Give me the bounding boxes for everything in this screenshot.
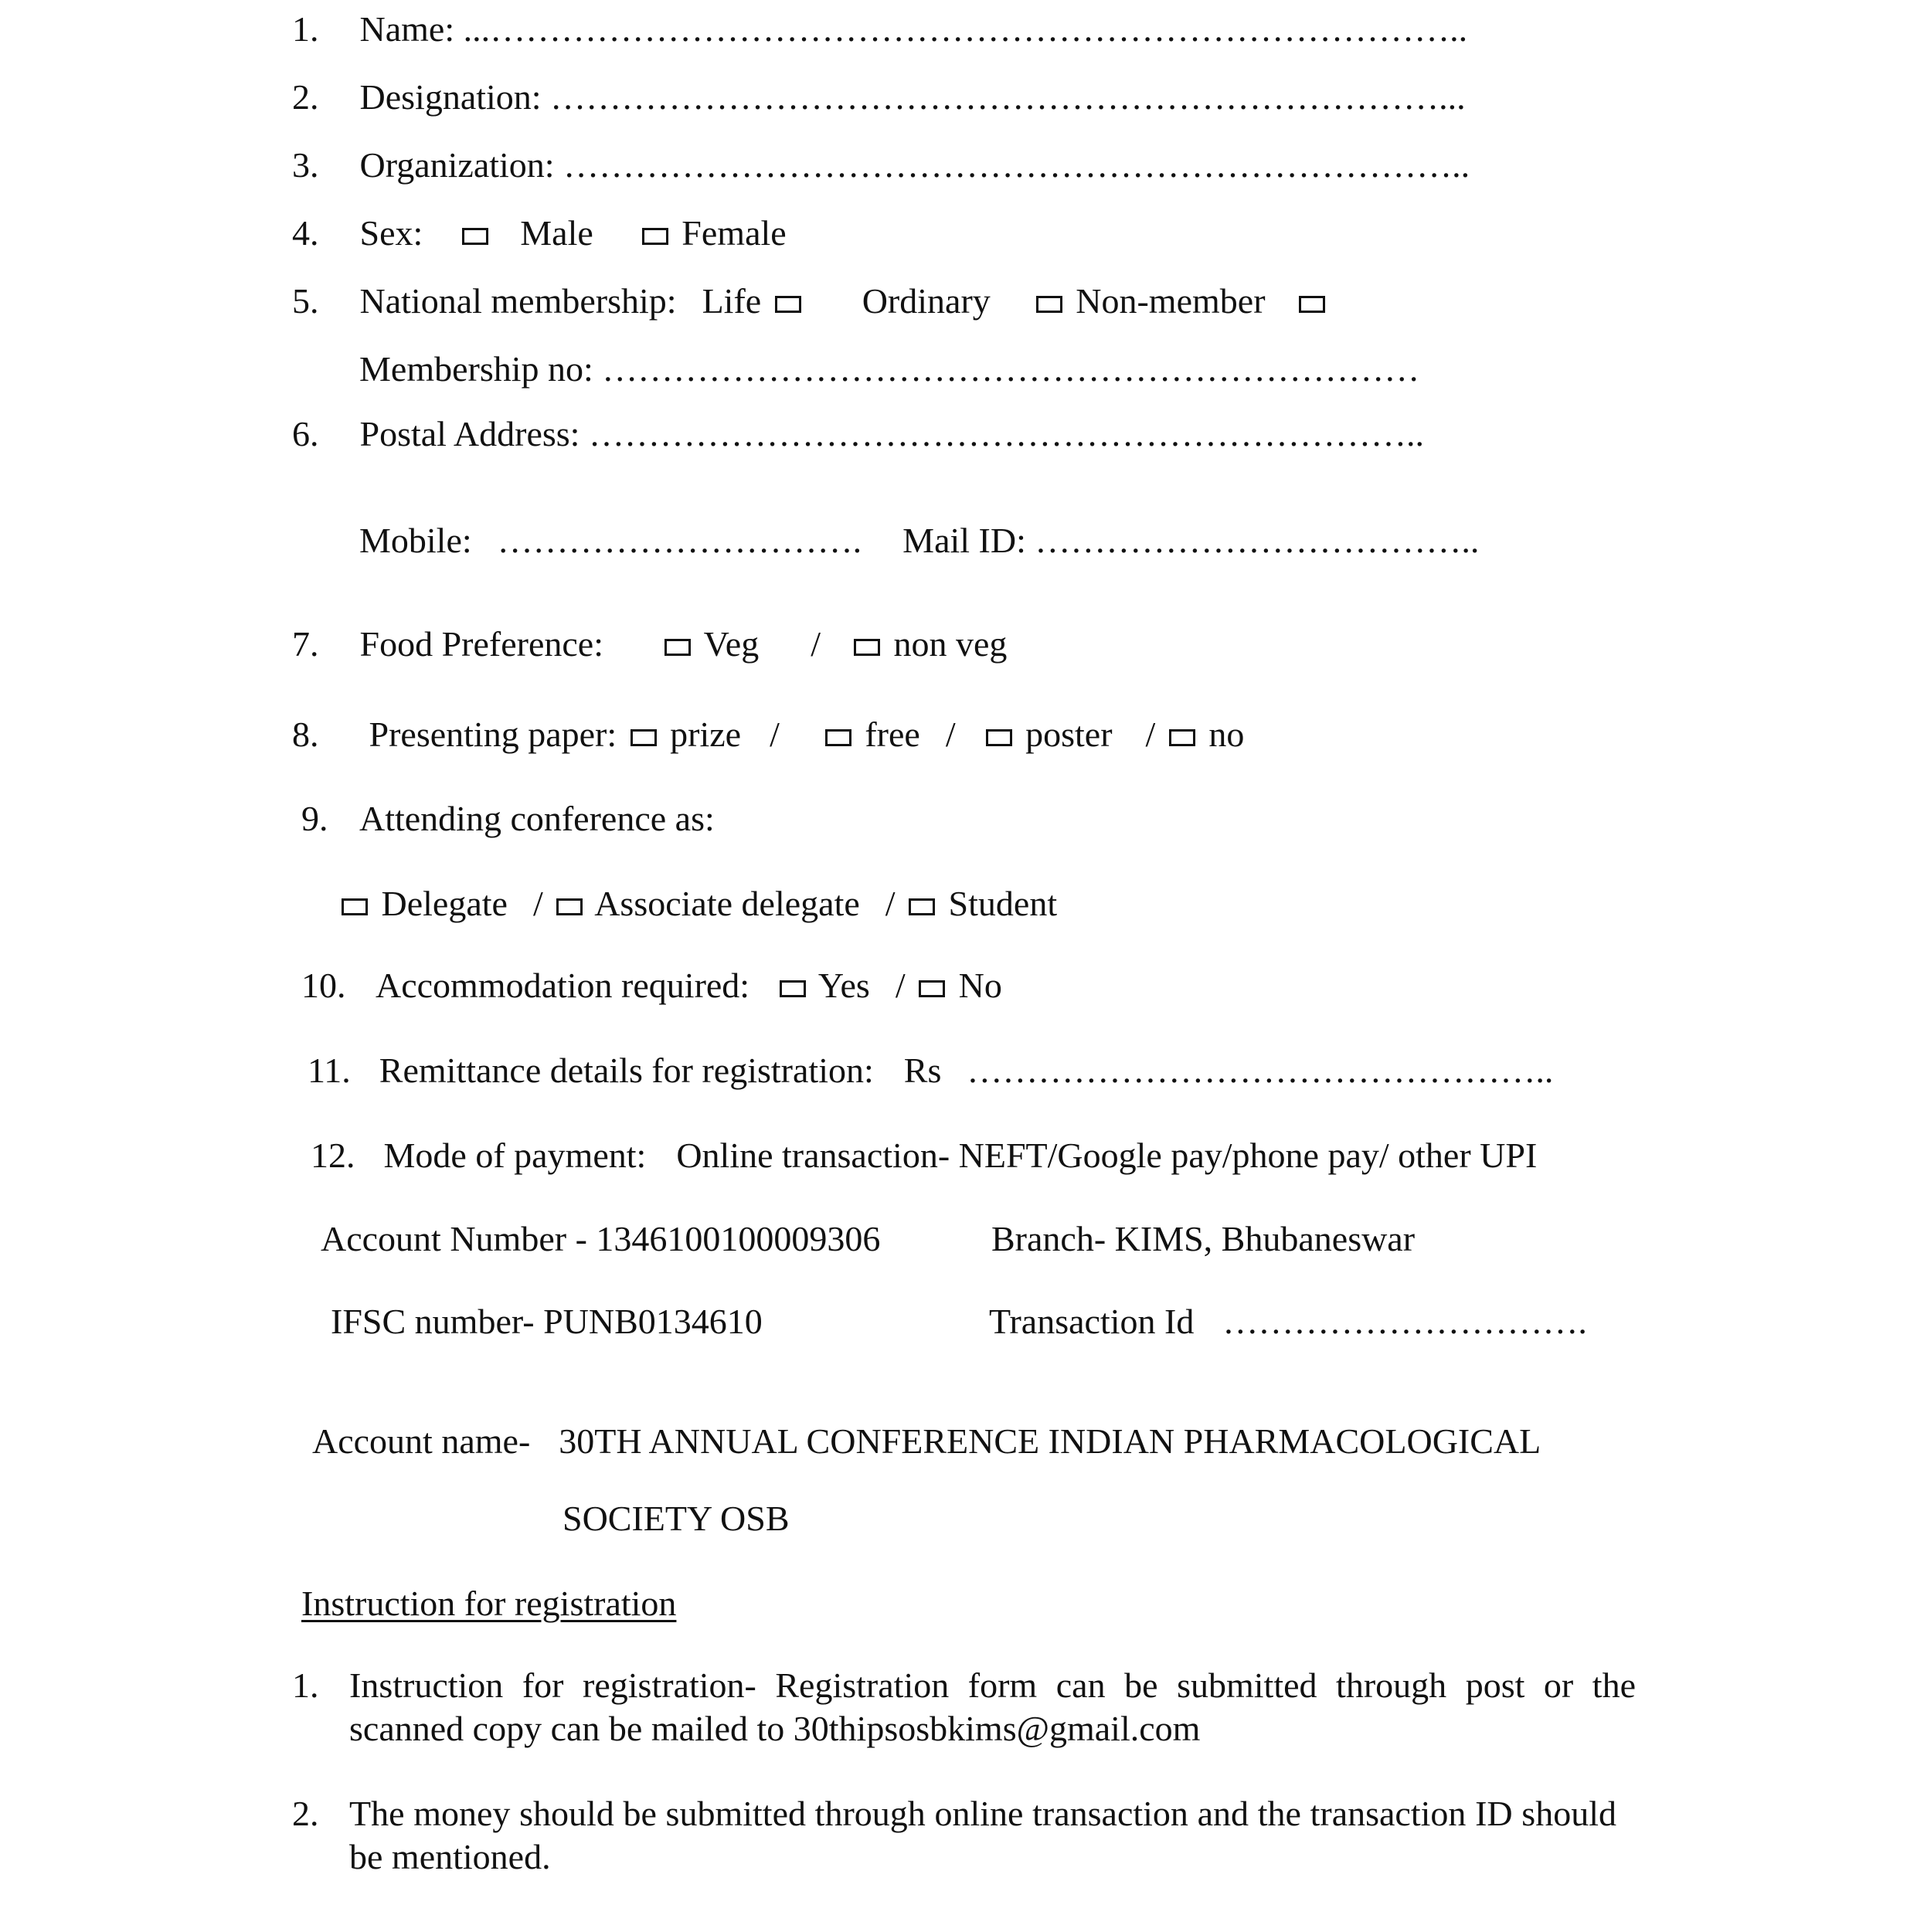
item-number: 6.: [292, 414, 319, 453]
item-number: 7.: [292, 624, 319, 664]
accommodation-no-checkbox[interactable]: [919, 980, 945, 997]
yes-label: Yes: [817, 966, 870, 1005]
delegate-checkbox[interactable]: [342, 898, 368, 915]
no-paper-checkbox[interactable]: [1169, 729, 1195, 746]
item-number: 8.: [292, 715, 319, 754]
item-number: 11.: [308, 1051, 351, 1090]
membership-no-dots[interactable]: ……………………………………………………………: [602, 349, 1420, 389]
food-preference-label: Food Preference:: [359, 624, 603, 664]
remittance-dots[interactable]: …………………………………………..: [967, 1051, 1554, 1090]
prize-checkbox[interactable]: [631, 729, 657, 746]
organization-dots[interactable]: …………………………………………………………………..: [563, 145, 1470, 185]
postal-address-label: Postal Address:: [359, 414, 580, 453]
instruction-item: Instruction for registration- Registration form can be submitted through post or the scanned copy can be mailed to 30thipsosbkims@gmail.com: [349, 1665, 1636, 1748]
separator: /: [885, 884, 896, 923]
veg-checkbox[interactable]: [664, 639, 691, 656]
associate-delegate-label: Associate delegate: [594, 884, 860, 923]
female-checkbox[interactable]: [642, 228, 668, 245]
instructions-heading: Instruction for registration: [301, 1584, 677, 1623]
male-label: Male: [520, 213, 593, 253]
male-checkbox[interactable]: [462, 228, 488, 245]
delegate-label: Delegate: [381, 884, 508, 923]
non-member-checkbox[interactable]: [1299, 296, 1325, 313]
presenting-paper-label: Presenting paper:: [369, 715, 617, 754]
designation-label: Designation:: [359, 77, 542, 117]
field-organization: [292, 144, 1470, 187]
separator: /: [770, 715, 780, 754]
field-mode-of-payment: [311, 1134, 1537, 1177]
ordinary-checkbox[interactable]: [1036, 296, 1062, 313]
field-sex: [292, 212, 787, 255]
prize-label: prize: [670, 715, 742, 754]
field-contact: [359, 519, 1479, 562]
name-dots[interactable]: ...………………………………………………………………………..: [463, 9, 1468, 49]
membership-label: National membership:: [359, 281, 677, 321]
field-attending-options: [337, 882, 1057, 925]
field-name: [292, 8, 1467, 51]
ifsc-number: IFSC number- PUNB0134610: [331, 1302, 763, 1341]
instruction-number: 1.: [292, 1665, 319, 1705]
account-name-value: 30TH ANNUAL CONFERENCE INDIAN PHARMACOLOGICAL: [559, 1421, 1541, 1461]
field-membership-no: [359, 348, 1419, 391]
free-label: free: [865, 715, 920, 754]
non-veg-label: non veg: [893, 624, 1008, 664]
non-member-label: Non-member: [1076, 281, 1266, 321]
item-number: 5.: [292, 281, 319, 321]
item-number: 10.: [301, 966, 346, 1005]
associate-delegate-checkbox[interactable]: [556, 898, 583, 915]
free-checkbox[interactable]: [825, 729, 851, 746]
mail-id-label: Mail ID:: [902, 521, 1026, 560]
non-veg-checkbox[interactable]: [854, 639, 880, 656]
instruction-number: 2.: [292, 1794, 319, 1833]
name-label: Name:: [359, 9, 455, 49]
poster-label: poster: [1025, 715, 1113, 754]
field-transaction-id: [989, 1300, 1587, 1343]
field-accommodation: [301, 964, 1002, 1007]
item-number: 3.: [292, 145, 319, 185]
transaction-id-label: Transaction Id: [989, 1302, 1195, 1341]
separator: /: [532, 884, 543, 923]
separator: /: [1145, 715, 1156, 754]
separator: /: [895, 966, 906, 1005]
field-attending-as: [301, 797, 715, 840]
branch: Branch- KIMS, Bhubaneswar: [991, 1219, 1416, 1258]
field-food-preference: [292, 623, 1007, 666]
designation-dots[interactable]: …………………………………………………………………...: [550, 77, 1466, 117]
rs-label: Rs: [903, 1051, 942, 1090]
account-number: Account Number - 1346100100009306: [321, 1219, 881, 1258]
item-number: 12.: [311, 1136, 355, 1175]
attending-as-label: Attending conference as:: [359, 799, 715, 838]
female-label: Female: [681, 213, 787, 253]
instruction-item: The money should be submitted through online transaction and the transaction ID should be mentioned.: [349, 1794, 1616, 1876]
separator: /: [945, 715, 956, 754]
field-designation: [292, 76, 1466, 119]
item-number: 4.: [292, 213, 319, 253]
mode-of-payment-label: Mode of payment:: [383, 1136, 647, 1175]
field-presenting-paper: [292, 713, 1244, 756]
transaction-id-dots[interactable]: ………………………….: [1222, 1302, 1587, 1341]
field-remittance: [308, 1049, 1553, 1092]
accommodation-yes-checkbox[interactable]: [780, 980, 806, 997]
mobile-dots[interactable]: ………………………….: [497, 521, 862, 560]
mail-id-dots[interactable]: ………………………………..: [1035, 521, 1480, 560]
account-name-value-line2: SOCIETY OSB: [563, 1499, 790, 1538]
item-number: 1.: [292, 9, 319, 49]
sex-label: Sex:: [359, 213, 423, 253]
postal-address-dots[interactable]: ……………………………………………………………..: [588, 414, 1424, 453]
student-checkbox[interactable]: [909, 898, 935, 915]
ordinary-label: Ordinary: [862, 281, 991, 321]
membership-no-label: Membership no:: [359, 349, 593, 389]
mobile-label: Mobile:: [359, 521, 472, 560]
payment-methods: Online transaction- NEFT/Google pay/phone pay/ other UPI: [676, 1136, 1538, 1175]
veg-label: Veg: [703, 624, 760, 664]
no-label: no: [1208, 715, 1245, 754]
field-national-membership: [292, 280, 1330, 323]
separator: /: [811, 624, 821, 664]
organization-label: Organization:: [359, 145, 555, 185]
remittance-label: Remittance details for registration:: [379, 1051, 874, 1090]
student-label: Student: [948, 884, 1058, 923]
life-label: Life: [702, 281, 762, 321]
poster-checkbox[interactable]: [986, 729, 1012, 746]
item-number: 2.: [292, 77, 319, 117]
field-account-name: [312, 1420, 1541, 1463]
life-checkbox[interactable]: [775, 296, 801, 313]
accommodation-label: Accommodation required:: [375, 966, 750, 1005]
field-postal-address: [292, 413, 1424, 456]
account-name-label: Account name-: [312, 1421, 531, 1461]
no-label: No: [958, 966, 1002, 1005]
item-number: 9.: [301, 799, 328, 838]
